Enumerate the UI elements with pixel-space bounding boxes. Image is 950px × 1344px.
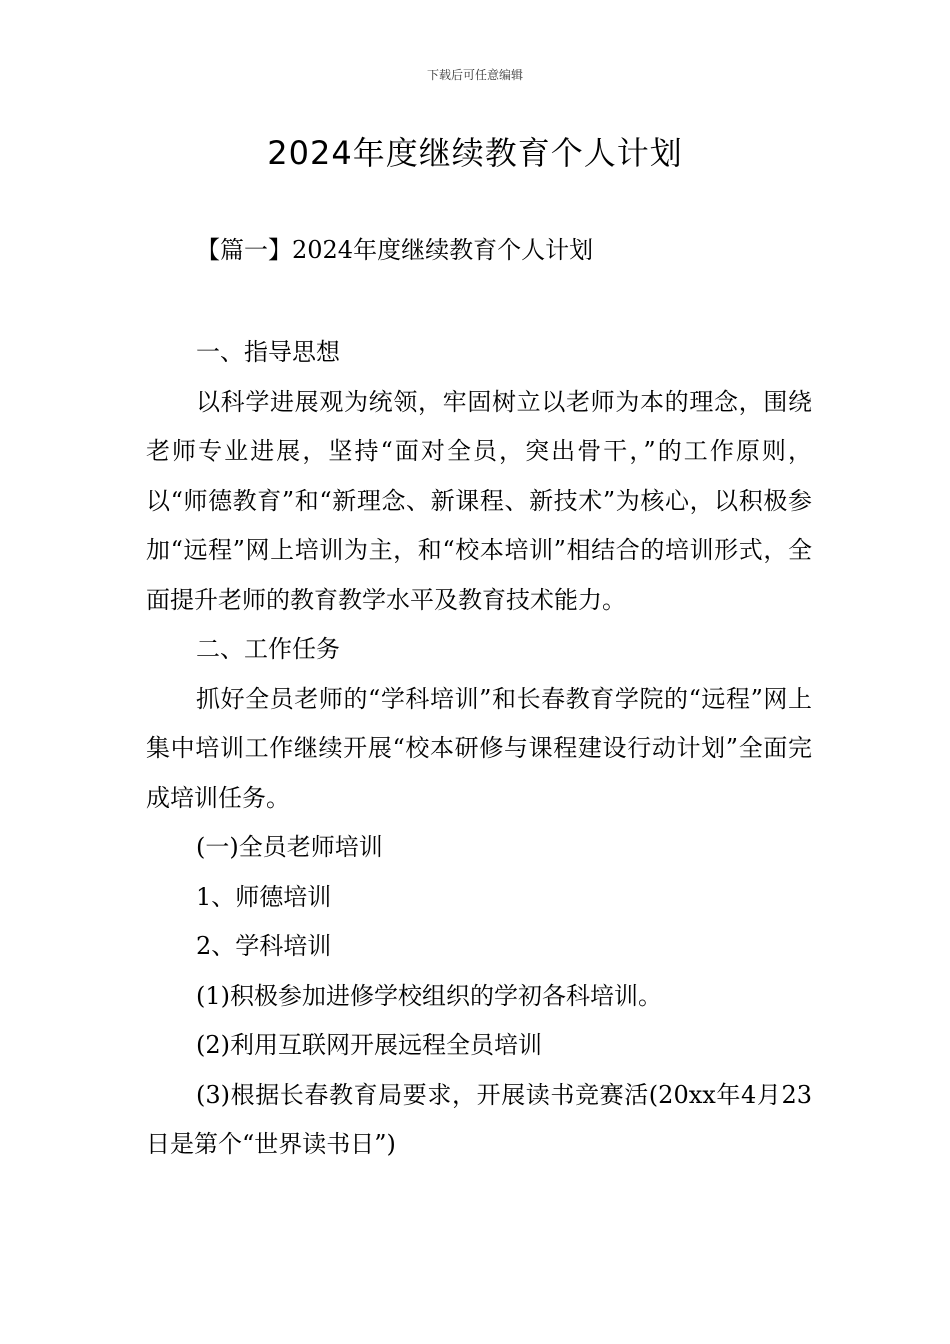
- header-note: 下载后可任意编辑: [426, 68, 523, 82]
- heading-work-tasks: 二、工作任务: [196, 635, 340, 663]
- list-item-1: (1)积极参加进修学校组织的学初各科培训。: [196, 981, 662, 1010]
- paragraph-work-tasks: 抓好全员老师的“学科培训”和长春教育学院的“远程”网上集中培训工作继续开展“校本研修与课程建设行动计划”全面完成培训任务。: [146, 684, 812, 812]
- section-heading: 【篇一】2024年度继续教育个人计划: [196, 236, 594, 264]
- heading-guiding-ideology: 一、指导思想: [196, 338, 340, 366]
- document-body: [146, 328, 812, 1170]
- subheading-all-teacher-training: (一)全员老师培训: [196, 833, 383, 861]
- list-item-subject-training: 2、学科培训: [196, 932, 332, 960]
- list-item-2: (2)利用互联网开展远程全员培训: [196, 1031, 542, 1059]
- list-item-ethics-training: 1、师德培训: [196, 882, 332, 911]
- document-title: 2024年度继续教育个人计划: [267, 134, 683, 172]
- paragraph-guiding-ideology: 以科学进展观为统领，牢固树立以老师为本的理念，围绕老师专业进展，坚持“面对全员，突出骨干，”的工作原则，以“师德教育”和“新理念、新课程、新技术”为核心，以积极参加“远程”网上培训为主，和“校本培训”相结合的培训形式，全面提升老师的教育教学水平及教育技术能力。: [146, 387, 812, 614]
- list-item-3: (3)根据长春教育局要求，开展读书竞赛活(20xx年4月23日是第个“世界读书日”): [146, 1080, 812, 1158]
